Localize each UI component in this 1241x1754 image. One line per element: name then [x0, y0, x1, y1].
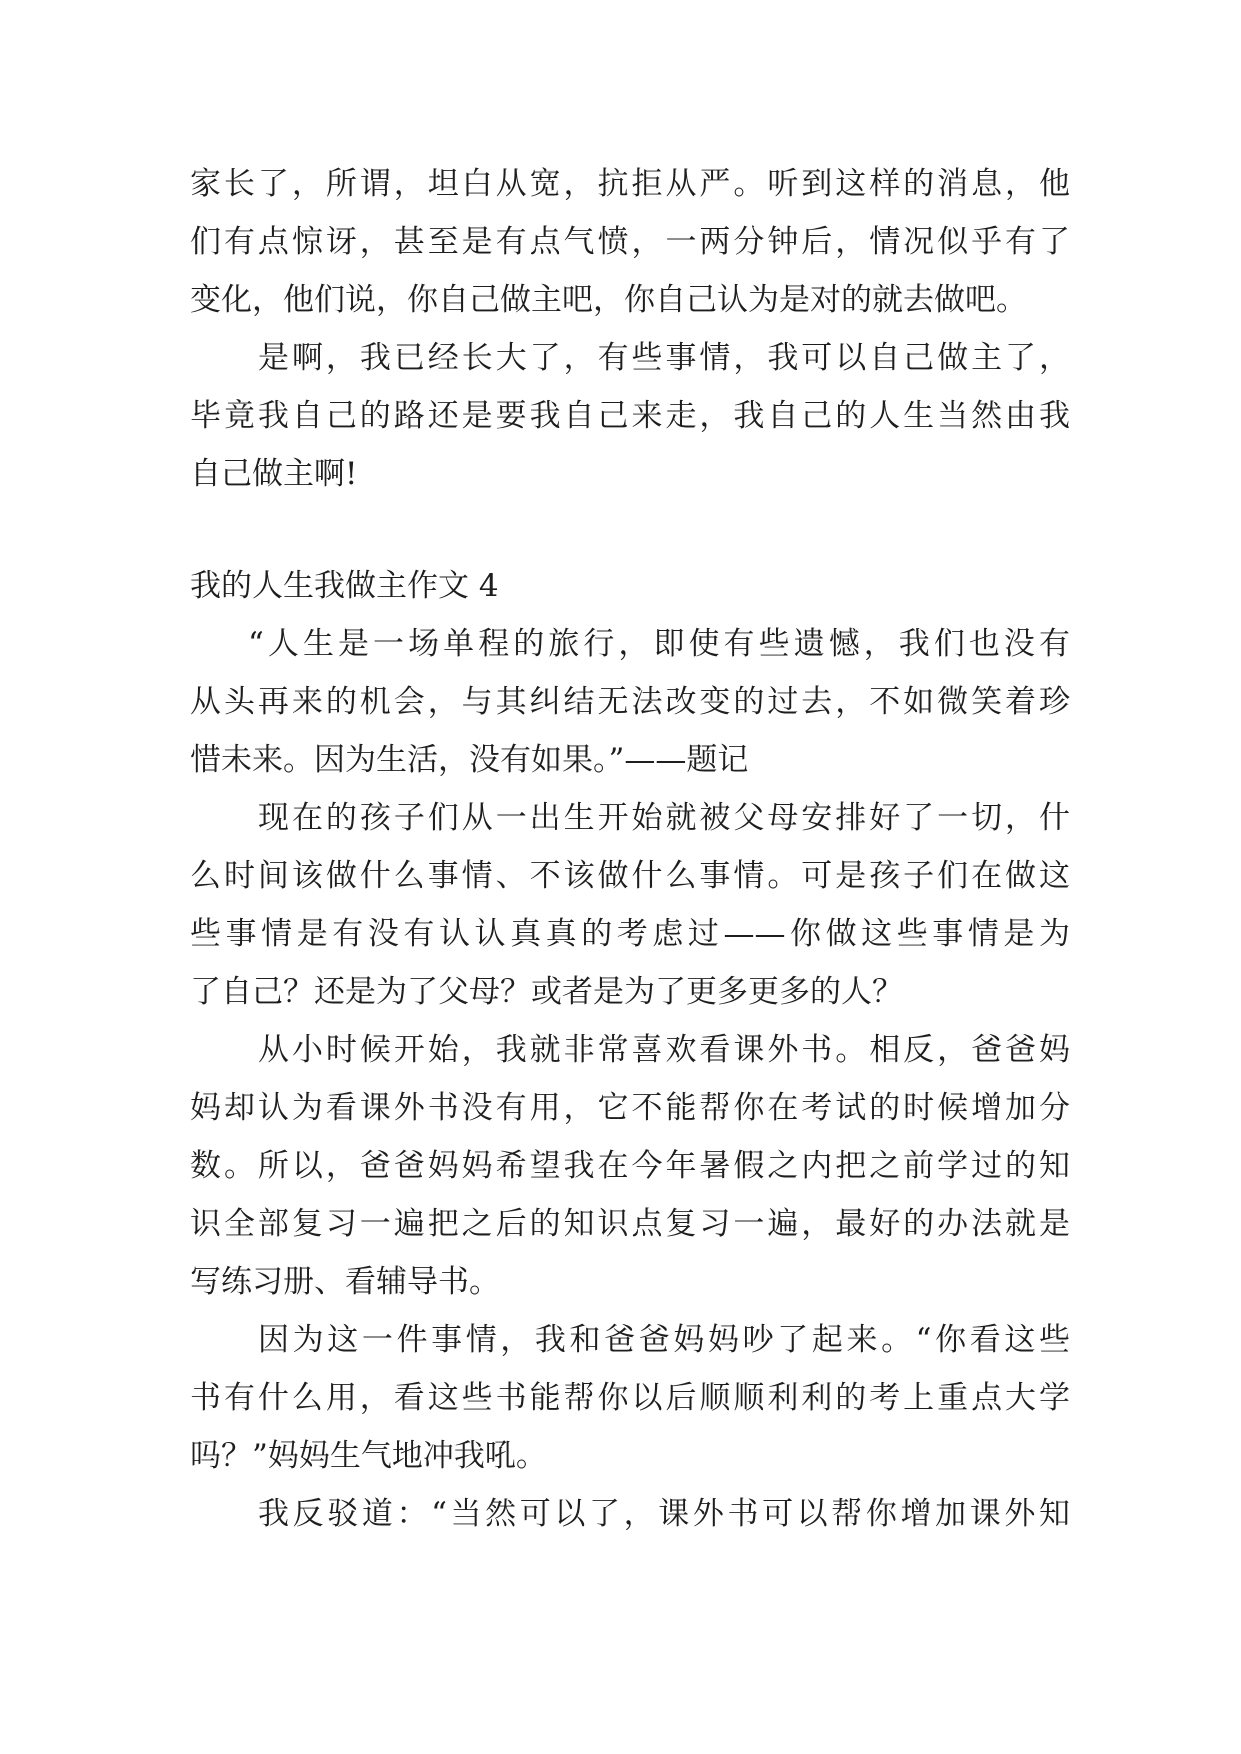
- section-gap: [190, 503, 1070, 557]
- paragraph-line: 识全部复习一遍把之后的知识点复习一遍，最好的办法就是: [190, 1206, 1070, 1242]
- paragraph-line: 数。所以，爸爸妈妈希望我在今年暑假之内把之前学过的知: [190, 1148, 1070, 1184]
- paragraph-line: 么时间该做什么事情、不该做什么事情。可是孩子们在做这: [190, 858, 1070, 894]
- paragraph-line: 因为这一件事情，我和爸爸妈妈吵了起来。“你看这些: [258, 1322, 1070, 1358]
- paragraph-line: 书有什么用，看这些书能帮你以后顺顺利利的考上重点大学: [190, 1380, 1070, 1416]
- paragraph-line: 我反驳道：“当然可以了，课外书可以帮你增加课外知: [258, 1496, 1070, 1532]
- paragraph-line: 写练习册、看辅导书。: [190, 1264, 500, 1300]
- document-body: [190, 155, 1070, 1543]
- epigraph-line: 从头再来的机会，与其纠结无法改变的过去，不如微笑着珍: [190, 684, 1070, 720]
- paragraph-line: 自己做主啊!: [190, 456, 358, 492]
- paragraph-line: 吗？”妈妈生气地冲我吼。: [190, 1438, 547, 1474]
- paragraph-line: 家长了，所谓，坦白从宽，抗拒从严。听到这样的消息，他: [190, 166, 1070, 202]
- paragraph-line: 了自己？还是为了父母？或者是为了更多更多的人？: [190, 974, 903, 1010]
- paragraph-line: 现在的孩子们从一出生开始就被父母安排好了一切，什: [258, 800, 1070, 836]
- paragraph-line: 从小时候开始，我就非常喜欢看课外书。相反，爸爸妈: [258, 1032, 1070, 1068]
- paragraph-line: 是啊，我已经长大了，有些事情，我可以自己做主了，: [258, 340, 1070, 376]
- epigraph-line: 惜未来。因为生活，没有如果。”——题记: [190, 742, 749, 778]
- essay-title: 我的人生我做主作文 4: [190, 568, 499, 604]
- paragraph-line: 们有点惊讶，甚至是有点气愤，一两分钟后，情况似乎有了: [190, 224, 1070, 260]
- paragraph-line: 变化，他们说，你自己做主吧，你自己认为是对的就去做吧。: [190, 282, 1027, 318]
- epigraph-line: “人生是一场单程的旅行，即使有些遗憾，我们也没有: [248, 626, 1070, 662]
- paragraph-line: 妈却认为看课外书没有用，它不能帮你在考试的时候增加分: [190, 1090, 1070, 1126]
- paragraph-line: 些事情是有没有认认真真的考虑过——你做这些事情是为: [190, 916, 1070, 952]
- paragraph-line: 毕竟我自己的路还是要我自己来走，我自己的人生当然由我: [190, 398, 1070, 434]
